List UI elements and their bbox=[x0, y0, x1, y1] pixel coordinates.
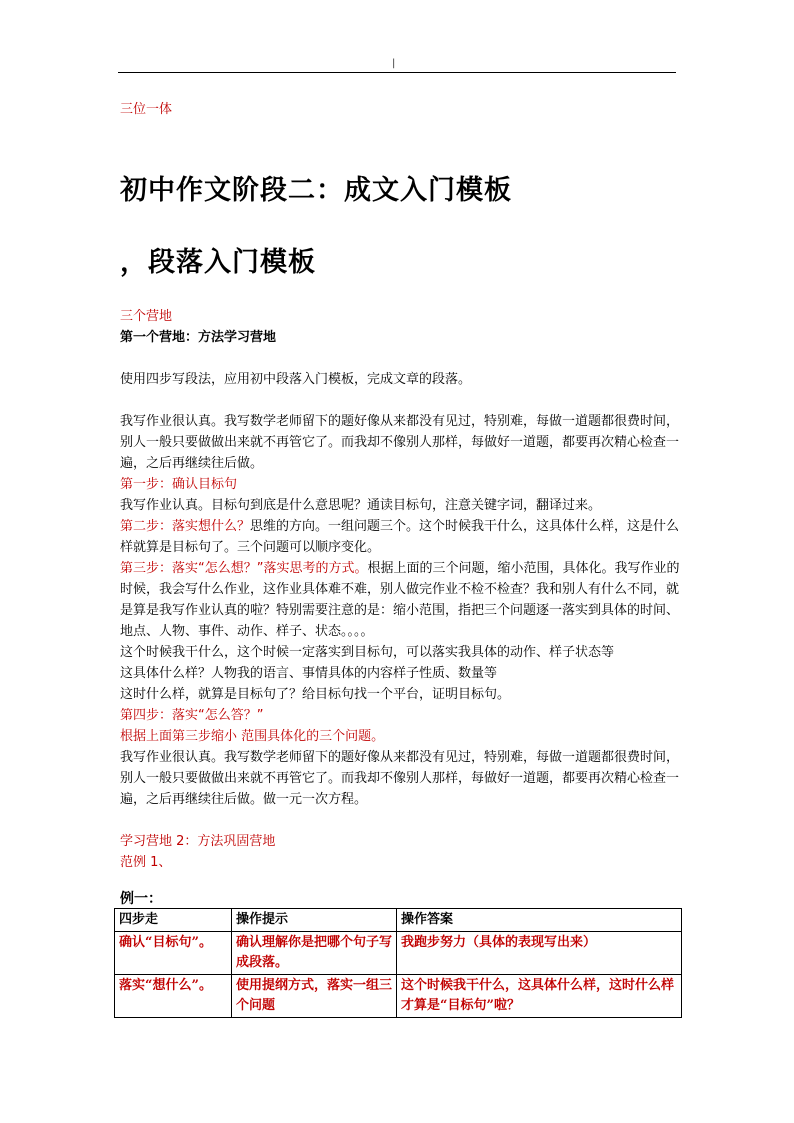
step3-line-a: 这个时候我干什么，这个时候一定落实到目标句，可以落实我具体的动作、样子状态等 bbox=[120, 645, 615, 660]
step3-line-c: 这时什么样，就算是目标句了？给目标句找一个平台，证明目标句。 bbox=[120, 687, 511, 702]
table-cell: 我跑步努力（具体的表现写出来） bbox=[397, 932, 682, 975]
step1-text: 我写作业认真。目标句到底是什么意思呢？通读目标句，注意关键字词，翻译过来。 bbox=[120, 498, 602, 513]
table-cell: 这个时候我干什么，这具体什么样，这时什么样才算是“目标句”啦？ bbox=[397, 975, 682, 1018]
step2-label: 第二步：落实想什么？ bbox=[120, 519, 251, 534]
step4-heading: 第四步：落实“怎么答？” bbox=[120, 708, 264, 723]
page-title-line2: ，段落入门模板 bbox=[120, 247, 316, 278]
step4-sub: 根据上面第三步缩小 范围具体化的三个问题。 bbox=[120, 729, 385, 744]
steps-table bbox=[114, 908, 682, 1018]
table-cell: 确认“目标句”。 bbox=[115, 932, 232, 975]
final-paragraph: 我写作业很认真。我写数学老师留下的题好像从来都没有见过，特别难，每做一道题都很费时间，别人一般只要做做出来就不再管它了。而我却不像别人那样，每做好一道题，都要再次精心检查一遍，之后再继续往后做。做一元一次方程。 bbox=[120, 750, 680, 807]
camp2-heading: 学习营地 2：方法巩固营地 bbox=[120, 834, 276, 849]
top-label: 三位一体 bbox=[120, 102, 173, 117]
step1-heading: 第一步：确认目标句 bbox=[120, 477, 238, 492]
camp1-heading: 第一个营地：方法学习营地 bbox=[120, 330, 277, 345]
spacer bbox=[120, 810, 682, 831]
step3-text: 根据上面的三个问题，缩小范围，具体化。我写作业的时候，我会写什么作业，这作业具体难不难，别人做完作业不检不检查？我和别人有什么不同，就是算是我写作业认真的啦？特别需要注意的是：缩小范围，指把三个问题逐一落实到具体的时间、地点、人物、事件、动作、样子、状态。。。。 bbox=[120, 561, 680, 639]
table-header-cell: 操作答案 bbox=[397, 909, 682, 932]
table-header-cell: 四步走 bbox=[115, 909, 232, 932]
spacer bbox=[120, 348, 682, 369]
table-row bbox=[115, 932, 682, 975]
spacer bbox=[120, 390, 682, 411]
example-paragraph: 我写作业很认真。我写数学老师留下的题好像从来都没有见过，特别难，每做一道题都很费时间，别人一般只要做做出来就不再管它了。而我却不像别人那样，每做好一道题，都要再次精心检查一遍，之后再继续往后做。 bbox=[120, 414, 680, 471]
table-cell: 确认理解你是把哪个句子写成段落。 bbox=[232, 932, 397, 975]
table-row bbox=[115, 975, 682, 1018]
table-header-row bbox=[115, 909, 682, 932]
step3-paragraph bbox=[120, 558, 682, 642]
intro-paragraph: 使用四步写段法，应用初中段落入门模板，完成文章的段落。 bbox=[120, 372, 472, 387]
header-rule bbox=[118, 72, 676, 73]
step3-line-b: 这具体什么样？人物我的语言、事情具体的内容样子性质、数量等 bbox=[120, 666, 498, 681]
step3-label: 第三步：落实“怎么想？”落实思考的方式。 bbox=[120, 561, 368, 576]
table-cell: 使用提纲方式，落实一组三个问题 bbox=[232, 975, 397, 1018]
table-header-cell: 操作提示 bbox=[232, 909, 397, 932]
document-body bbox=[120, 306, 682, 873]
page-title-line1: 初中作文阶段二：成文入门模板 bbox=[120, 175, 512, 206]
camps-heading: 三个营地 bbox=[120, 309, 173, 324]
table-label: 例一： bbox=[120, 891, 162, 907]
step2-text: 思维的方向。一组问题三个。这个时候我干什么，这具体什么样，这是什么样就算是目标句了。三个问题可以顺序变化。 bbox=[120, 519, 680, 555]
example-heading: 范例 1、 bbox=[120, 855, 172, 870]
header-mark: | bbox=[392, 58, 396, 69]
step2-paragraph bbox=[120, 516, 682, 558]
table-cell: 落实“想什么”。 bbox=[115, 975, 232, 1018]
